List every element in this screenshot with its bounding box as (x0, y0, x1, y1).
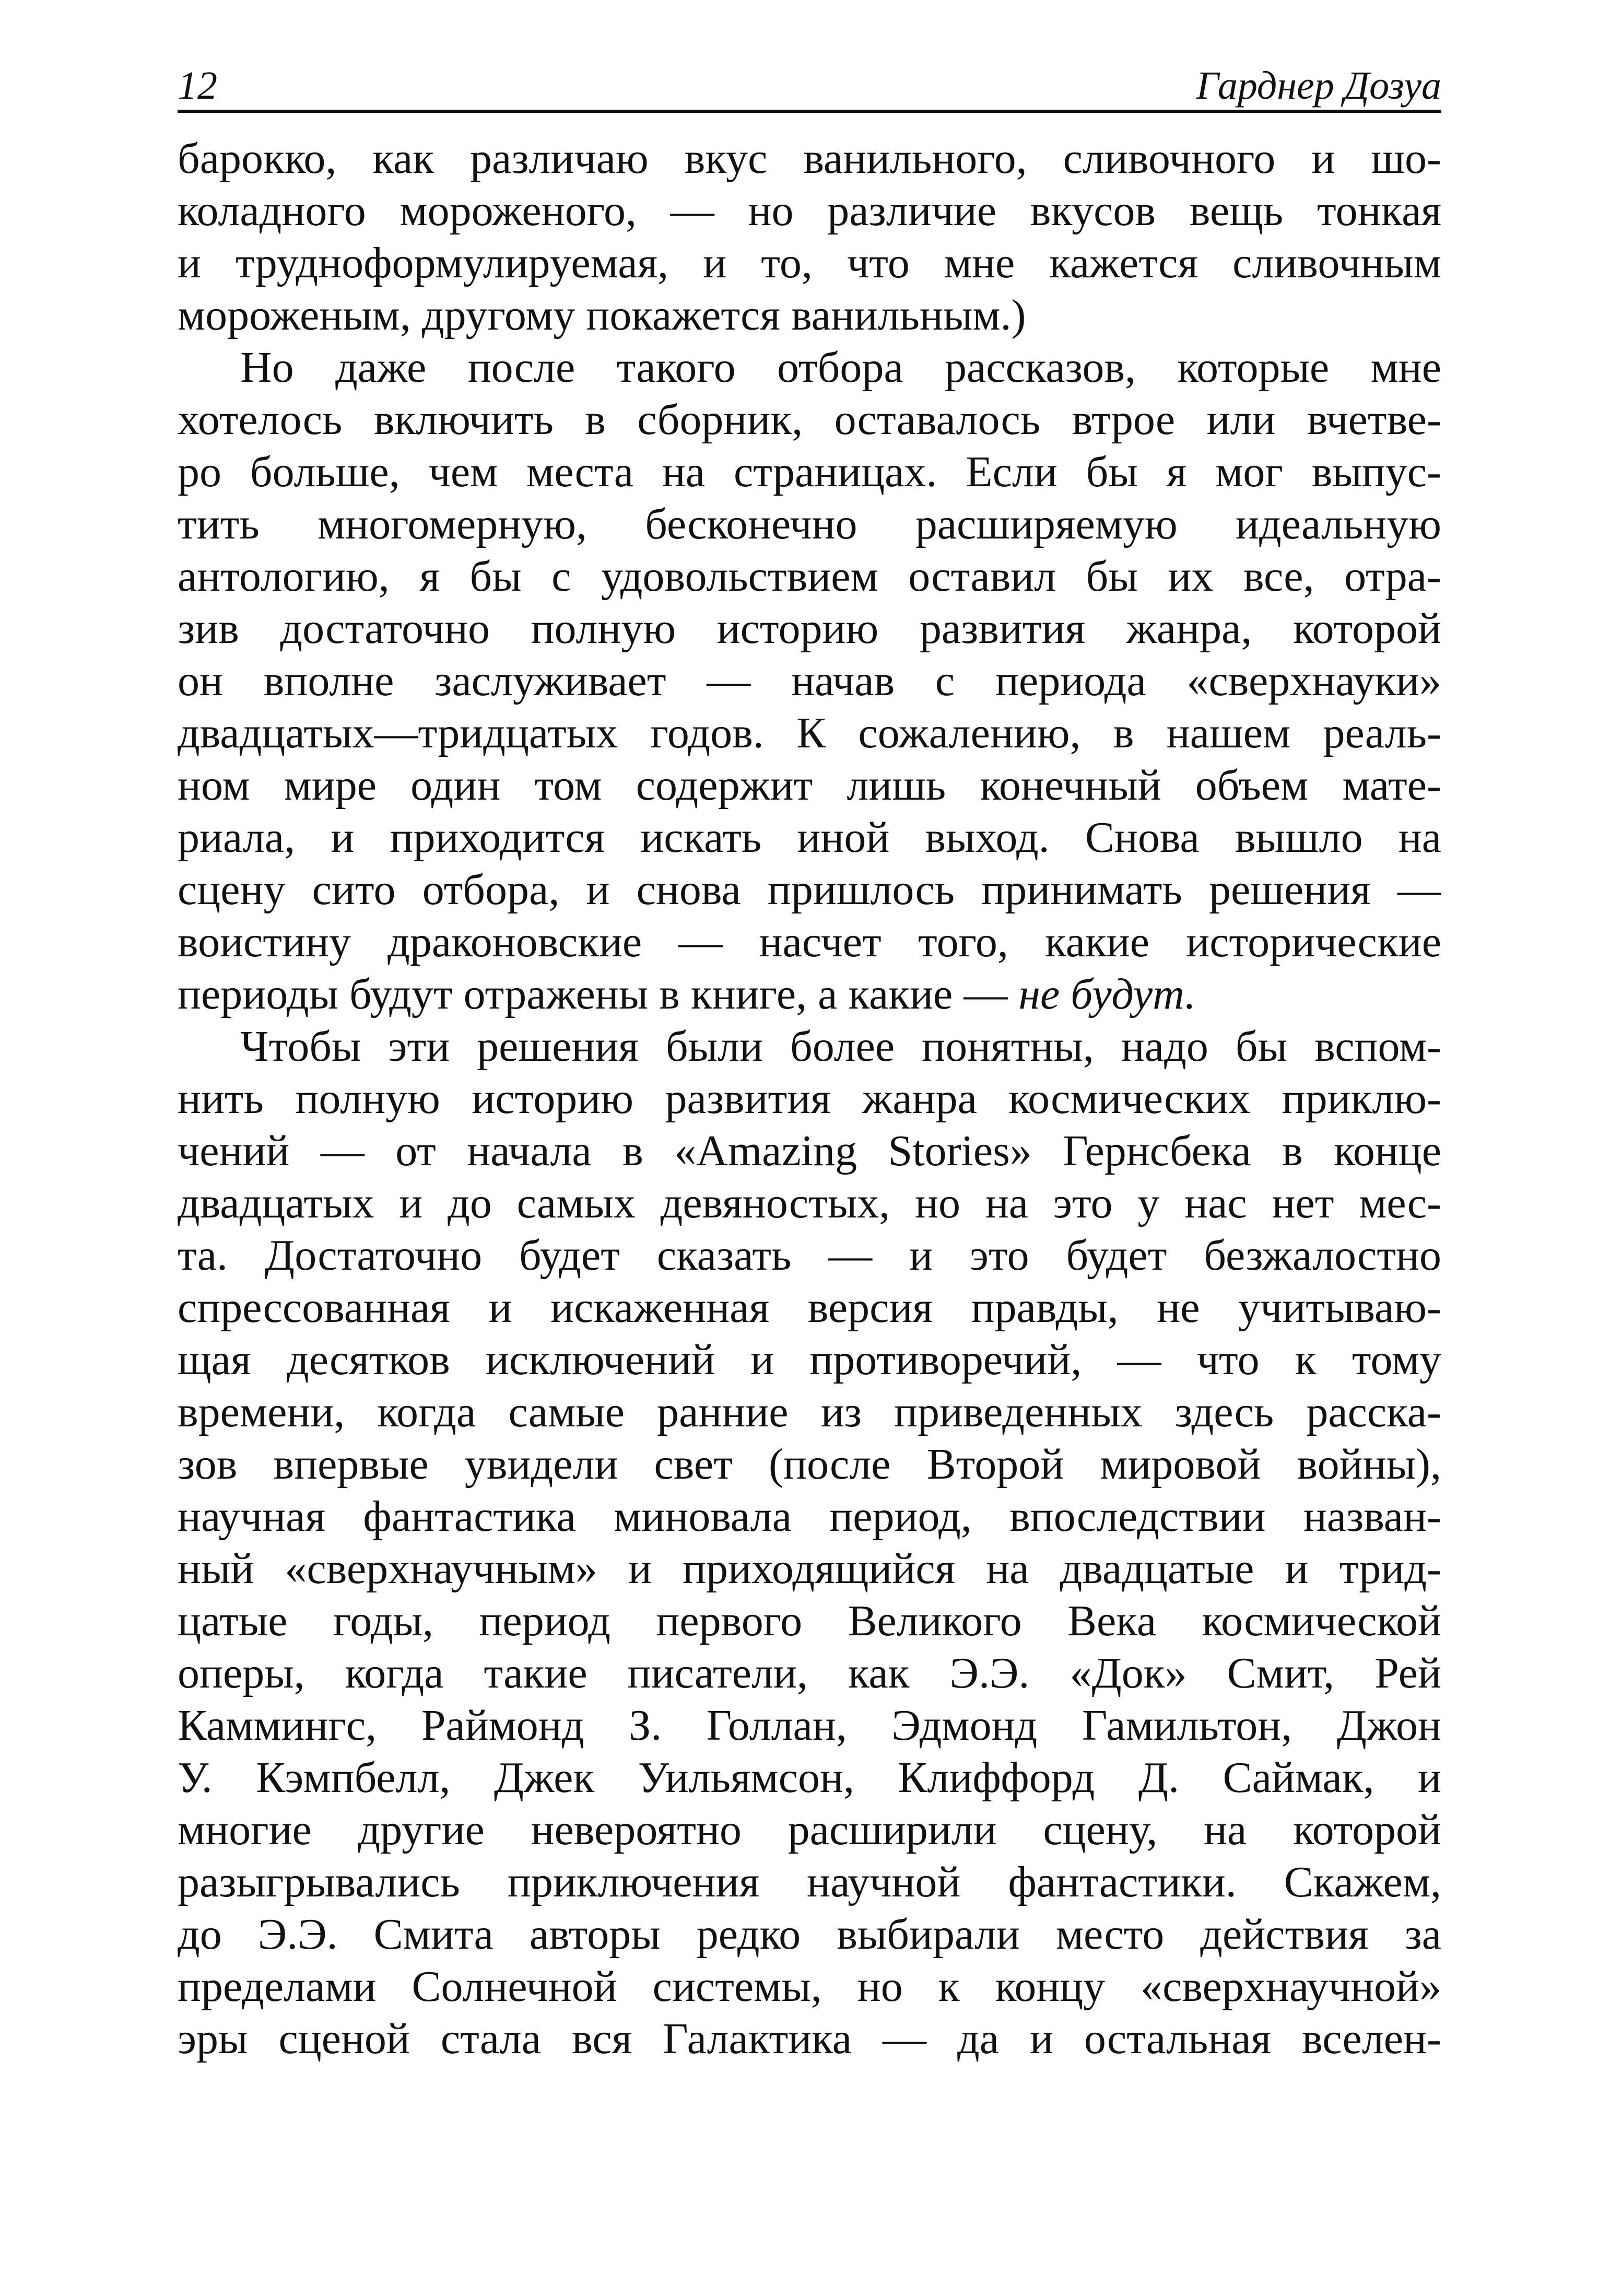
text-line: двадцатых и до самых девяностых, но на это у нас нет мес- (178, 1179, 1441, 1227)
text-line: щая десятков исключений и противоречий, — что к тому (178, 1336, 1441, 1384)
book-page (178, 52, 1441, 2065)
text-line: воистину драконовские — насчет того, какие исторические (178, 918, 1441, 966)
text-line: та. Достаточно будет сказать — и это будет безжалостно (178, 1231, 1441, 1280)
running-head-author: Гарднер Дозуа (1196, 64, 1441, 108)
text-line: научная фантастика миновала период, впоследствии назван- (178, 1492, 1441, 1541)
text-line: времени, когда самые ранние из приведенных здесь расска- (178, 1388, 1441, 1436)
text-line: Каммингс, Раймонд З. Голлан, Эдмонд Гамильтон, Джон (178, 1701, 1441, 1750)
text-line: цатые годы, период первого Великого Века космической (178, 1597, 1441, 1645)
text-line: ро больше, чем места на страницах. Если бы я мог выпус- (178, 448, 1441, 496)
text-line: оперы, когда такие писатели, как Э.Э. «Док» Смит, Рей (178, 1649, 1441, 1697)
text-line: хотелось включить в сборник, оставалось втрое или вчетве- (178, 395, 1441, 444)
text-line: он вполне заслуживает — начав с периода «сверхнауки» (178, 657, 1441, 705)
text-line: У. Кэмпбелл, Джек Уильямсон, Клиффорд Д. Саймак, и (178, 1753, 1441, 1802)
text-line: Чтобы эти решения были более понятны, надо бы вспом- (240, 1022, 1441, 1071)
text-line: нить полную историю развития жанра космических приклю- (178, 1074, 1441, 1123)
text-line: чений — от начала в «Amazing Stories» Гернсбека в конце (178, 1127, 1441, 1175)
text-line: антологию, я бы с удовольствием оставил бы их все, отра- (178, 552, 1441, 601)
text-line: эры сценой стала вся Галактика — да и остальная вселен- (178, 2014, 1441, 2063)
text-line: барокко, как различаю вкус ванильного, сливочного и шо- (178, 134, 1441, 183)
text-line: сцену сито отбора, и снова пришлось принимать решения — (178, 865, 1441, 914)
text-line: Но даже после такого отбора рассказов, которые мне (240, 343, 1441, 392)
text-line: ном мире один том содержит лишь конечный объем мате- (178, 761, 1441, 810)
text-line (178, 968, 1441, 1021)
text-line: пределами Солнечной системы, но к концу «сверхнаучной» (178, 1962, 1441, 2011)
text-line: коладного мороженого, — но различие вкусов вещь тонкая (178, 186, 1441, 235)
page-number: 12 (178, 64, 217, 108)
text-line-plain: периоды будут отражены в книге, а какие — (178, 970, 1019, 1018)
emphasis-text: не будут. (1018, 970, 1196, 1018)
text-line: двадцатых—тридцатых годов. К сожалению, в нашем реаль- (178, 709, 1441, 757)
text-line: зов впервые увидели свет (после Второй мировой войны), (178, 1440, 1441, 1489)
text-line: и трудноформулируемая, и то, что мне кажется сливочным (178, 239, 1441, 287)
text-line: спрессованная и искаженная версия правды, не учитываю- (178, 1283, 1441, 1332)
text-line: мороженым, другому покажется ванильным.) (178, 291, 1026, 339)
text-line: многие другие невероятно расширили сцену, на которой (178, 1806, 1441, 1854)
text-line: риала, и приходится искать иной выход. Снова вышло на (178, 813, 1441, 862)
text-line: тить многомерную, бесконечно расширяемую идеальную (178, 500, 1441, 548)
text-line: ный «сверхнаучным» и приходящийся на двадцатые и трид- (178, 1544, 1441, 1593)
text-line: до Э.Э. Смита авторы редко выбирали место действия за (178, 1910, 1441, 1959)
text-line: разыгрывались приключения научной фантастики. Скажем, (178, 1858, 1441, 1906)
body-text (178, 133, 1441, 2065)
text-line: зив достаточно полную историю развития жанра, которой (178, 604, 1441, 653)
running-head (178, 52, 1441, 113)
